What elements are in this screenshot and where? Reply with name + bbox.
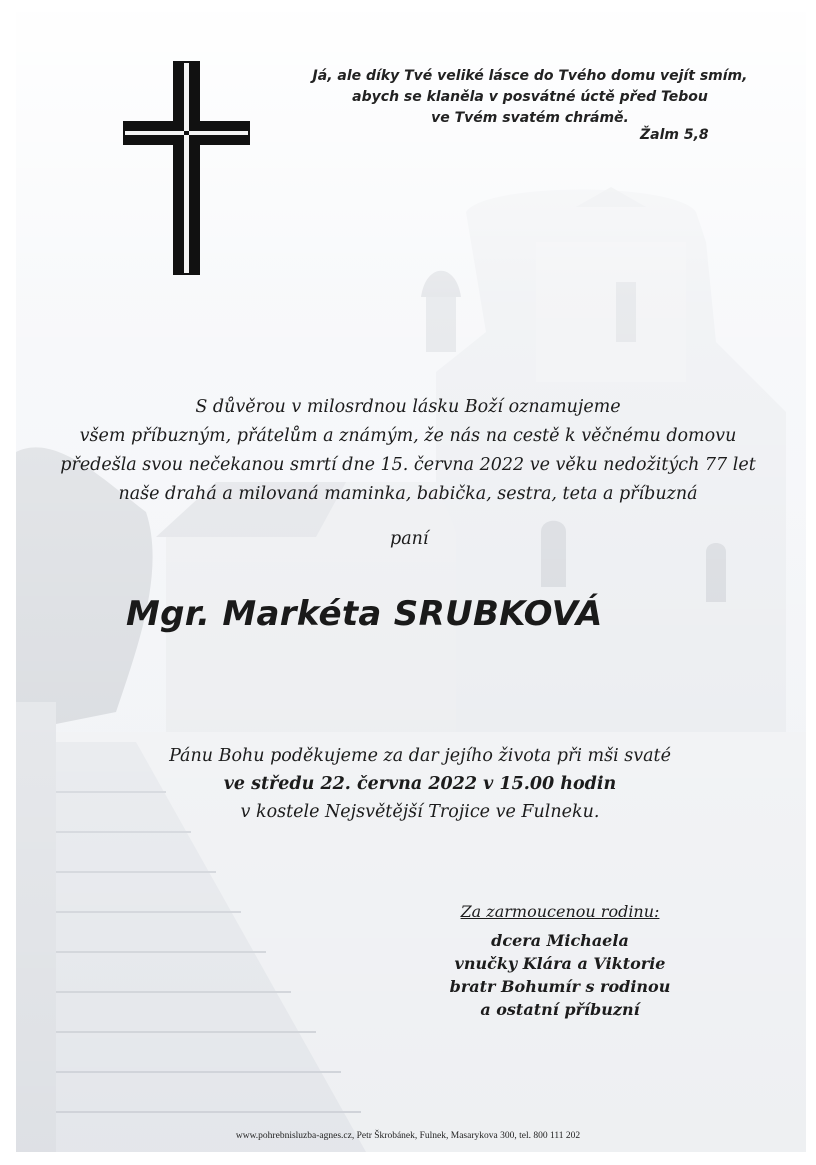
death-announcement xyxy=(40,393,776,509)
latin-cross-icon xyxy=(123,61,250,275)
funeral-service-info xyxy=(150,742,690,826)
announcement-line: naše drahá a milovaná maminka, babička, sestra, teta a příbuzná xyxy=(118,484,698,504)
verse-line: Já, ale díky Tvé veliké lásce do Tvého domu vejít smím, xyxy=(312,68,748,84)
announcement-line: S důvěrou v milosrdnou lásku Boží oznamujeme xyxy=(195,397,621,417)
service-location: v kostele Nejsvětější Trojice ve Fulneku. xyxy=(240,802,600,822)
family-member: vnučky Klára a Viktorie xyxy=(454,954,666,973)
family-heading: Za zarmoucenou rodinu: xyxy=(460,902,660,921)
mourning-family xyxy=(425,900,695,1021)
honorific: paní xyxy=(390,529,429,549)
funeral-service-footer: www.pohrebnisluzba-agnes.cz, Petr Škrobánek, Fulnek, Masarykova 300, tel. 800 111 202 xyxy=(235,1131,581,1141)
service-intro: Pánu Bohu poděkujeme za dar jejího života při mši svaté xyxy=(169,746,671,766)
family-member: bratr Bohumír s rodinou xyxy=(449,977,671,996)
verse-line: ve Tvém svatém chrámě. xyxy=(431,110,629,126)
verse-line: abych se klaněla v posvátné úctě před Tebou xyxy=(352,89,708,105)
service-datetime: ve středu 22. června 2022 v 15.00 hodin xyxy=(223,774,617,794)
announcement-line: všem příbuzným, přátelům a známým, že nás na cestě k věčnému domovu xyxy=(79,426,737,446)
family-member: dcera Michaela xyxy=(491,931,629,950)
family-member: a ostatní příbuzní xyxy=(480,1000,640,1019)
announcement-line: předešla svou nečekanou smrtí dne 15. června 2022 ve věku nedožitých 77 let xyxy=(60,455,756,475)
verse-reference: Žalm 5,8 xyxy=(640,127,709,143)
deceased-name: Mgr. Markéta SRUBKOVÁ xyxy=(126,594,603,634)
psalm-verse xyxy=(300,66,760,129)
